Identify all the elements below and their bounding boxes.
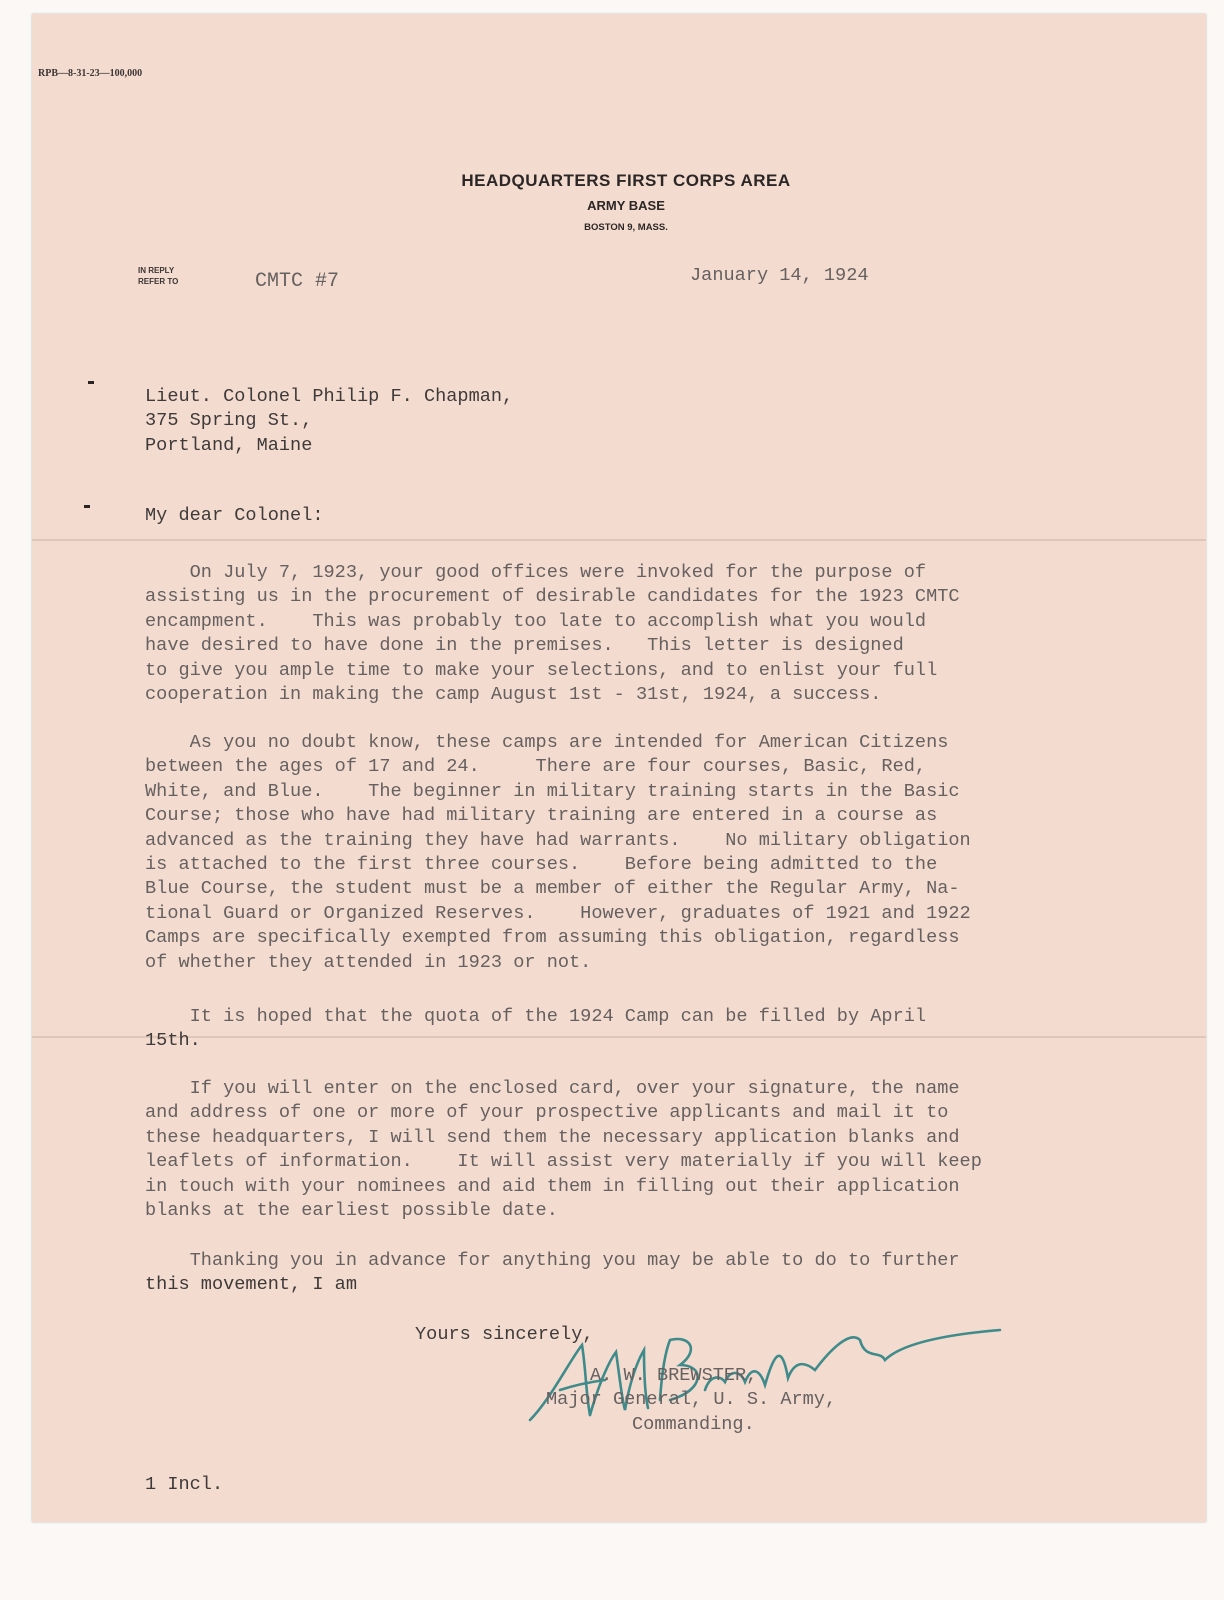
text-line: between the ages of 17 and 24. There are four courses, Basic, Red,	[145, 756, 927, 778]
text-line: Camps are specifically exempted from assuming this obligation, regardless	[145, 927, 960, 949]
signer-role: Commanding.	[632, 1413, 755, 1435]
enclosure-note: 1 Incl.	[145, 1474, 224, 1495]
paragraph-4	[145, 1077, 982, 1223]
paragraph-2	[145, 731, 971, 975]
text-line: tional Guard or Organized Reserves. However, graduates of 1921 and 1922	[145, 902, 971, 924]
reply-label-line: REFER TO	[138, 277, 179, 286]
address-line: Lieut. Colonel Philip F. Chapman,	[145, 386, 514, 407]
letterhead-title: HEADQUARTERS FIRST CORPS AREA	[461, 171, 791, 190]
text-line: and address of one or more of your prospective applicants and mail it to	[145, 1102, 949, 1124]
text-line: encampment. This was probably too late to accomplish what you would	[145, 610, 927, 632]
address-line: 375 Spring St.,	[145, 410, 313, 432]
recipient-address	[145, 385, 513, 458]
text-line: this movement, I am	[145, 1274, 358, 1296]
text-line: It is hoped that the quota of the 1924 Camp can be filled by April	[145, 1006, 927, 1027]
text-line: Blue Course, the student must be a member of either the Regular Army, Na-	[145, 878, 960, 900]
closing: Yours sincerely,	[415, 1324, 594, 1345]
text-line: assisting us in the procurement of desirable candidates for the 1923 CMTC	[145, 586, 960, 608]
text-line: As you no doubt know, these camps are intended for American Citizens	[145, 732, 949, 753]
punch-mark	[88, 381, 94, 384]
letterhead-city: BOSTON 9, MASS.	[584, 222, 668, 233]
text-line: these headquarters, I will send them the necessary application blanks and	[145, 1126, 960, 1148]
text-line: blanks at the earliest possible date.	[145, 1200, 558, 1222]
signer-name: A. W. BREWSTER,	[590, 1365, 758, 1386]
signer-block	[546, 1364, 837, 1437]
text-line: advanced as the training they have had warrants. No military obligation	[145, 829, 971, 851]
letter-date: January 14, 1924	[690, 265, 869, 286]
text-line: Course; those who have had military training are entered in a course as	[145, 805, 938, 827]
text-line: On July 7, 1923, your good offices were invoked for the purpose of	[145, 562, 927, 583]
fold-line	[32, 539, 1206, 541]
address-line: Portland, Maine	[145, 434, 313, 456]
text-line: cooperation in making the camp August 1st - 31st, 1924, a success.	[145, 684, 882, 706]
text-line: in touch with your nominees and aid them in filling out their application	[145, 1175, 960, 1197]
letterhead-subtitle: ARMY BASE	[587, 198, 665, 213]
text-line: of whether they attended in 1923 or not.	[145, 951, 592, 973]
text-line: 15th.	[145, 1030, 201, 1052]
text-line: If you will enter on the enclosed card, over your signature, the name	[145, 1078, 960, 1099]
form-code: RPB—8-31-23—100,000	[38, 68, 143, 79]
reply-label	[138, 265, 178, 287]
signer-title: Major General, U. S. Army,	[546, 1389, 837, 1411]
text-line: have desired to have done in the premises. This letter is designed	[145, 635, 904, 657]
reference-number: CMTC #7	[255, 270, 340, 293]
text-line: to give you ample time to make your selections, and to enlist your full	[145, 659, 938, 681]
text-line: is attached to the first three courses. Before being admitted to the	[145, 854, 938, 876]
text-line: leaflets of information. It will assist very materially if you will keep	[145, 1151, 982, 1173]
paragraph-1	[145, 561, 960, 707]
text-line: White, and Blue. The beginner in military training starts in the Basic	[145, 780, 960, 802]
punch-mark	[84, 505, 90, 508]
reply-label-line: IN REPLY	[138, 266, 175, 275]
paragraph-3	[145, 1005, 926, 1054]
salutation: My dear Colonel:	[145, 505, 324, 526]
text-line: Thanking you in advance for anything you may be able to do to further	[145, 1250, 960, 1271]
